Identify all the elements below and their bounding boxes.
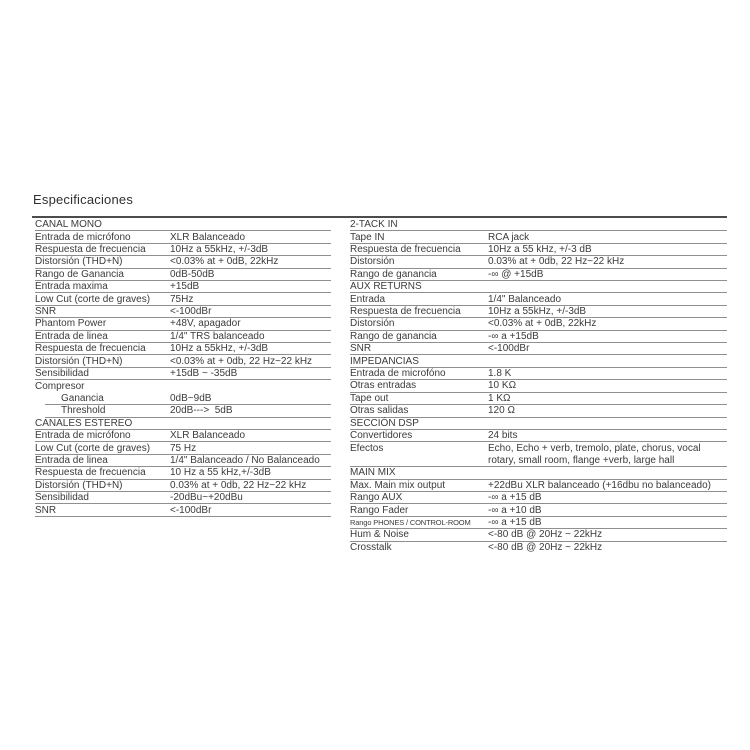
specifications-document — [32, 189, 727, 563]
spec-value: 1/4" Balanceado — [488, 293, 562, 305]
spec-value: 10 Hz a 55 kHz,+/-3dB — [170, 467, 271, 479]
spec-label: Entrada de linea — [35, 454, 108, 466]
section-header-label: SECCIÓN DSP — [350, 417, 419, 429]
spec-label: Respuesta de frecuencia — [35, 467, 146, 479]
spec-label: Respuesta de frecuencia — [350, 306, 461, 318]
spec-row — [35, 318, 331, 330]
spec-row — [35, 380, 331, 392]
spec-label: Rango de Ganancia — [35, 268, 124, 280]
spec-row — [35, 256, 331, 268]
spec-value: XLR Balanceado — [170, 430, 246, 442]
spec-label: Phantom Power — [35, 318, 107, 330]
spec-value: -20dBu~+20dBu — [170, 492, 243, 504]
spec-label: Rango de ganancia — [350, 268, 437, 280]
spec-value: 24 bits — [488, 430, 518, 442]
spec-label: Sensibilidad — [35, 492, 89, 504]
spec-row — [35, 355, 331, 367]
section-header — [350, 418, 727, 430]
spec-value: 10Hz a 55 kHz, +/-3 dB — [488, 244, 592, 256]
spec-row — [350, 480, 727, 492]
spec-value: 75Hz — [170, 293, 194, 305]
spec-value: <0.03% at + 0dB, 22kHz — [170, 256, 279, 268]
spec-label: Entrada de linea — [35, 330, 108, 342]
spec-value: <0.03% at + 0dB, 22kHz — [488, 318, 597, 330]
spec-label: Low Cut (corte de graves) — [35, 293, 151, 305]
spec-row — [350, 492, 727, 504]
spec-row — [350, 542, 727, 554]
spec-value: 10Hz a 55kHz, +/-3dB — [170, 343, 269, 355]
spec-row — [350, 430, 727, 442]
spec-label: Distorsión (THD+N) — [35, 355, 123, 367]
spec-value: <-100dBr — [170, 306, 212, 318]
spec-value: 1 KΩ — [488, 392, 511, 404]
spec-row — [350, 504, 727, 516]
spec-label: Entrada — [350, 293, 386, 305]
spec-label: Respuesta de frecuencia — [350, 244, 461, 256]
spec-value: -∞ a +10 dB — [488, 504, 542, 516]
spec-row — [35, 442, 331, 454]
spec-value: 0dB-50dB — [170, 268, 215, 280]
spec-row — [35, 293, 331, 305]
spec-row — [350, 517, 727, 529]
spec-label: SNR — [35, 306, 57, 318]
spec-row — [35, 455, 331, 467]
spec-label: Rango AUX — [350, 492, 403, 504]
spec-label: SNR — [35, 504, 57, 516]
section-header — [35, 219, 331, 231]
section-header — [350, 281, 727, 293]
spec-label: Compresor — [35, 380, 85, 392]
spec-row — [350, 244, 727, 256]
spec-label: Tape IN — [350, 231, 385, 243]
left-column — [35, 219, 331, 517]
spec-value: 10Hz a 55kHz, +/-3dB — [488, 306, 587, 318]
spec-row — [35, 504, 331, 516]
spec-row — [350, 231, 727, 243]
spec-row — [35, 231, 331, 243]
spec-label: Convertidores — [350, 430, 413, 442]
spec-value: -∞ a +15dB — [488, 330, 539, 342]
spec-value: 0.03% at + 0db, 22 Hz~22 kHz — [488, 256, 625, 268]
spec-label: Respuesta de frecuencia — [35, 343, 146, 355]
page-title: Especificaciones — [33, 192, 134, 207]
spec-label: Rango de ganancia — [350, 330, 437, 342]
spec-value: 0dB~9dB — [170, 392, 212, 404]
section-header-label: CANAL MONO — [35, 219, 102, 231]
spec-label: Crosstalk — [350, 542, 392, 554]
spec-label: Distorsión — [350, 318, 395, 330]
section-header-label: MAIN MIX — [350, 467, 396, 479]
spec-row — [350, 256, 727, 268]
spec-row — [350, 343, 727, 355]
spec-value: <0.03% at + 0db, 22 Hz~22 kHz — [170, 355, 313, 367]
spec-value: Echo, Echo + verb, tremolo, plate, chorus, vocal rotary, small room, flange +verb, large hall — [488, 442, 701, 467]
spec-row — [35, 467, 331, 479]
spec-label: Sensibilidad — [35, 368, 89, 380]
spec-label: Entrada de micrófono — [35, 231, 131, 243]
spec-row — [35, 281, 331, 293]
spec-value: 1/4" TRS balanceado — [170, 330, 265, 342]
spec-row — [35, 306, 331, 318]
spec-label: Distorsión (THD+N) — [35, 479, 123, 491]
spec-row — [35, 269, 331, 281]
spec-row — [350, 269, 727, 281]
spec-row — [350, 306, 727, 318]
spec-label: Distorsión — [350, 256, 395, 268]
spec-row — [35, 480, 331, 492]
spec-value: 1.8 K — [488, 368, 512, 380]
section-header — [350, 355, 727, 367]
section-header-label: CANALES ESTEREO — [35, 417, 133, 429]
spec-label: Otras salidas — [350, 405, 409, 417]
spec-label: Rango Fader — [350, 504, 409, 516]
spec-value: <-80 dB @ 20Hz ~ 22kHz — [488, 529, 603, 541]
spec-value: XLR Balanceado — [170, 231, 246, 243]
section-header — [35, 418, 331, 430]
spec-row — [45, 405, 331, 417]
spec-row — [350, 405, 727, 417]
spec-row — [350, 442, 727, 467]
spec-label: Respuesta de frecuencia — [35, 244, 146, 256]
spec-row — [35, 368, 331, 380]
spec-label: SNR — [350, 343, 372, 355]
spec-value: -∞ a +15 dB — [488, 492, 542, 504]
section-header — [350, 219, 727, 231]
spec-row — [35, 492, 331, 504]
spec-row — [350, 380, 727, 392]
spec-label: Threshold — [61, 405, 106, 417]
spec-value: 10 KΩ — [488, 380, 517, 392]
spec-value: <-80 dB @ 20Hz ~ 22kHz — [488, 542, 603, 554]
section-header-label: 2-TACK IN — [350, 219, 398, 231]
spec-row — [35, 331, 331, 343]
spec-value: <-100dBr — [488, 343, 530, 355]
spec-value: +48V, apagador — [170, 318, 241, 330]
spec-label: Tape out — [350, 392, 389, 404]
spec-label: Hum & Noise — [350, 529, 409, 541]
spec-label: Efectos — [350, 442, 384, 454]
spec-value: +15dB ~ -35dB — [170, 368, 238, 380]
spec-row — [350, 368, 727, 380]
section-header-label: IMPEDANCIAS — [350, 355, 419, 367]
spec-row — [35, 244, 331, 256]
spec-table — [32, 218, 727, 563]
spec-row — [35, 430, 331, 442]
spec-label: Otras entradas — [350, 380, 417, 392]
spec-label: Max. Main mix output — [350, 479, 446, 491]
spec-label: Ganancia — [61, 392, 104, 404]
spec-row — [45, 393, 331, 405]
spec-value: 0.03% at + 0db, 22 Hz~22 kHz — [170, 479, 307, 491]
spec-value: RCA jack — [488, 231, 530, 243]
spec-value: 120 Ω — [488, 405, 515, 417]
spec-value: 1/4" Balanceado / No Balanceado — [170, 454, 320, 466]
spec-value: -∞ a +15 dB — [488, 516, 542, 528]
spec-label: Low Cut (corte de graves) — [35, 442, 151, 454]
spec-value: 10Hz a 55kHz, +/-3dB — [170, 244, 269, 256]
spec-value: 20dB---> 5dB — [170, 405, 233, 417]
spec-row — [350, 529, 727, 541]
spec-value: +15dB — [170, 281, 200, 293]
spec-value: <-100dBr — [170, 504, 212, 516]
spec-value: 75 Hz — [170, 442, 197, 454]
spec-label: Distorsión (THD+N) — [35, 256, 123, 268]
spec-row — [350, 393, 727, 405]
spec-label: Entrada maxima — [35, 281, 108, 293]
spec-label: Entrada de microfóno — [350, 368, 446, 380]
spec-value: +22dBu XLR balanceado (+16dbu no balanceado) — [488, 479, 711, 491]
spec-label: Rango PHONES / CONTROL-ROOM — [350, 517, 471, 527]
section-header-label: AUX RETURNS — [350, 281, 422, 293]
spec-row — [350, 331, 727, 343]
spec-value: -∞ @ +15dB — [488, 268, 544, 280]
right-column — [350, 219, 727, 554]
spec-row — [35, 343, 331, 355]
spec-label: Entrada de micrófono — [35, 430, 131, 442]
spec-row — [350, 318, 727, 330]
section-header — [350, 467, 727, 479]
spec-row — [350, 293, 727, 305]
